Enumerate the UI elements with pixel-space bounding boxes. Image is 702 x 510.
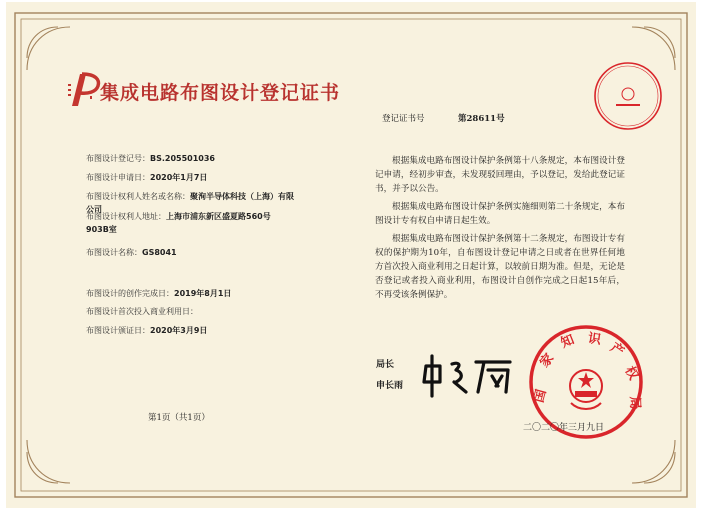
field-owner-name: 布图设计权利人姓名或名称：聚洵半导体科技（上海）有限公司 <box>86 192 294 214</box>
svg-text:知: 知 <box>558 332 577 352</box>
ic-layout-logo-icon <box>66 70 102 110</box>
field-design-name: 布图设计名称：GS8041 <box>86 248 177 257</box>
signature <box>418 352 518 398</box>
director-title: 局长 <box>376 360 395 370</box>
director-name: 申长雨 <box>376 381 404 391</box>
page-indicator: 第1页（共1页） <box>148 413 210 423</box>
svg-text:识: 识 <box>586 331 602 348</box>
field-creation-date: 布图设计的创作完成日：2019年8月1日 <box>86 289 232 298</box>
svg-text:家: 家 <box>537 350 558 371</box>
cert-no-label: 登记证书号 <box>382 114 425 124</box>
field-owner-address: 布图设计权利人地址：上海市浦东新区盛夏路560号903B室 <box>86 212 271 234</box>
field-issue-date: 布图设计颁证日：2020年3月9日 <box>86 326 208 335</box>
paragraph-registration: 根据集成电路布图设计保护条例第十八条规定，本布图设计登记申请，经初步审查，未发现驳回理由，予以登记，发给此登记证书，并予以公告。 <box>375 156 625 194</box>
field-application-date: 布图设计申请日：2020年1月7日 <box>86 173 208 182</box>
svg-text:产: 产 <box>607 340 627 361</box>
cert-no-value: 第28611号 <box>458 114 505 124</box>
svg-text:局: 局 <box>626 396 643 410</box>
svg-text:国: 国 <box>531 387 550 405</box>
certificate-title: 集成电路布图设计登记证书 <box>100 82 341 104</box>
paragraph-protection: 根据集成电路布图设计保护条例第十二条规定，布图设计专有权的保护期为10年，自布图设计登记申请之日或者在世界任何地方首次投入商业利用之日起计算，以较前日期为准。但是，无论是否登记或者投入商业利用，布图设计自创作完成之日起15年后，不再受该条例保护。 <box>375 234 625 300</box>
issue-date: 二〇二〇年三月九日 <box>523 423 605 433</box>
small-seal <box>592 60 664 132</box>
certificate-number <box>382 112 505 124</box>
paragraph-effective: 根据集成电路布图设计保护条例实施细则第二十条规定，本布图设计专有权自申请日起生效。 <box>375 202 625 226</box>
field-registration-no: 布图设计登记号：BS.205501036 <box>86 154 215 163</box>
svg-text:权: 权 <box>621 364 641 383</box>
field-first-commercial-date: 布图设计首次投入商业利用日： <box>86 307 198 316</box>
